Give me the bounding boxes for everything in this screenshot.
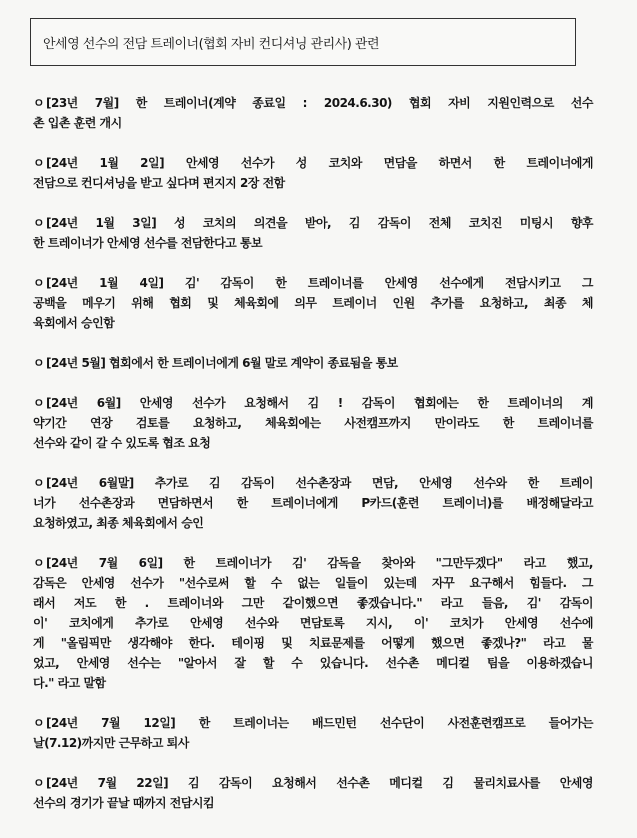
bullet-marker: ㅇ [33, 356, 45, 370]
entry-text: [23년 7월] 한 트레이너(계약 종료일 : 2024.6.30) 협회 자비 지원인력으로 선수 [46, 96, 593, 110]
bullet-marker: ㅇ [33, 96, 45, 110]
document-title-box [30, 18, 576, 66]
entry-text: 감독은 안세영 선수가 "선수로써 할 수 없는 일들이 있는데 자꾸 요구해서 힘들다. 그 [33, 576, 593, 590]
entry-line [33, 353, 593, 373]
bullet-marker: ㅇ [33, 476, 45, 490]
entry-line [33, 573, 593, 593]
entry-text: [24년 7월 12일] 한 트레이너는 배드민턴 선수단이 사전훈련캠프로 들어가는 [46, 716, 593, 730]
entry-line [33, 433, 593, 453]
timeline-entry [33, 773, 593, 813]
entry-line [33, 93, 593, 113]
bullet-marker: ㅇ [33, 216, 45, 230]
entry-list [33, 93, 593, 833]
entry-text: 게 "올림픽만 생각해야 한다. 테이핑 및 치료문제를 어떻게 했으면 좋겠나?" 라고 물 [33, 636, 593, 650]
timeline-entry [33, 713, 593, 753]
entry-text: 육회에서 승인함 [33, 316, 115, 330]
entry-line [33, 313, 593, 333]
entry-line [33, 613, 593, 633]
timeline-entry [33, 393, 593, 453]
entry-text: 촌 입촌 훈련 개시 [33, 116, 122, 130]
entry-line [33, 413, 593, 433]
entry-text: [24년 6월] 안세영 선수가 요청해서 김 ! 감독이 협회에는 한 트레이너의 계 [46, 396, 593, 410]
entry-line [33, 733, 593, 753]
entry-text: [24년 1월 4일] 김' 감독이 한 트레이너를 안세영 선수에게 전담시키고 그 [46, 276, 593, 290]
entry-line [33, 713, 593, 733]
entry-line [33, 273, 593, 293]
entry-text: [24년 6월말] 추가로 김 감독이 선수촌장과 면담, 안세영 선수와 한 트레이 [46, 476, 593, 490]
entry-line [33, 793, 593, 813]
entry-line [33, 293, 593, 313]
entry-text: [24년 1월 3일] 성 코치의 의견을 받아, 김 감독이 전체 코치진 미팅시 향후 [46, 216, 593, 230]
timeline-entry [33, 353, 593, 373]
entry-text: 요청하였고, 최종 체육회에서 승인 [33, 516, 204, 530]
entry-line [33, 773, 593, 793]
entry-text: 다." 라고 말함 [33, 676, 106, 690]
entry-line [33, 473, 593, 493]
timeline-entry [33, 473, 593, 533]
bullet-marker: ㅇ [33, 156, 45, 170]
entry-text: 선수의 경기가 끝날 때까지 전담시킴 [33, 796, 215, 810]
entry-text: [24년 1월 2일] 안세영 선수가 성 코치와 면담을 하면서 한 트레이너에게 [46, 156, 593, 170]
entry-text: 공백을 메우기 위해 협회 및 체육회에 의무 트레이너 인원 추가를 요청하고, 최종 체 [33, 296, 593, 310]
timeline-entry [33, 273, 593, 333]
entry-line [33, 633, 593, 653]
bullet-marker: ㅇ [33, 556, 45, 570]
entry-text: 날(7.12)까지만 근무하고 퇴사 [33, 736, 189, 750]
timeline-entry [33, 553, 593, 693]
entry-line [33, 213, 593, 233]
entry-text: 너가 선수촌장과 면담하면서 한 트레이너에게 P카드(훈련 트레이너)를 배정해달라고 [33, 496, 593, 510]
entry-text: 전담으로 컨디셔닝을 받고 싶다며 편지지 2장 전함 [33, 176, 285, 190]
timeline-entry [33, 93, 593, 133]
entry-text: 선수와 같이 갈 수 있도록 협조 요청 [33, 436, 211, 450]
entry-line [33, 673, 593, 693]
entry-line [33, 593, 593, 613]
timeline-entry [33, 153, 593, 193]
entry-text: 이' 코치에게 추가로 안세영 선수와 면담토록 지시, 이' 코치가 안세영 선수에 [33, 616, 593, 630]
entry-text: [24년 5월] 협회에서 한 트레이너에게 6월 말로 계약이 종료됨을 통보 [46, 356, 398, 370]
entry-line [33, 153, 593, 173]
entry-line [33, 393, 593, 413]
bullet-marker: ㅇ [33, 776, 45, 790]
entry-text: 한 트레이너가 안세영 선수를 전담한다고 통보 [33, 236, 263, 250]
entry-text: [24년 7월 22일] 김 감독이 요청해서 선수촌 메디컬 김 물리치료사를 안세영 [46, 776, 593, 790]
entry-text: 래서 저도 한 . 트레이너와 그만 같이했으면 좋겠습니다." 라고 들음, 김' 감독이 [33, 596, 593, 610]
entry-line [33, 173, 593, 193]
timeline-entry [33, 213, 593, 253]
entry-text: 약기간 연장 검토를 요청하고, 체육회에는 사전캠프까지 만이라도 한 트레이너를 [33, 416, 593, 430]
entry-line [33, 653, 593, 673]
bullet-marker: ㅇ [33, 716, 45, 730]
entry-line [33, 113, 593, 133]
entry-text: 었고, 안세영 선수는 "알아서 잘 할 수 있습니다. 선수촌 메디컬 팀을 이용하겠습니 [33, 656, 593, 670]
entry-line [33, 493, 593, 513]
entry-line [33, 513, 593, 533]
document-title: 안세영 선수의 전담 트레이너(협회 자비 컨디셔닝 관리사) 관련 [43, 36, 380, 52]
entry-line [33, 553, 593, 573]
entry-line [33, 233, 593, 253]
entry-text: [24년 7월 6일] 한 트레이너가 김' 감독을 찾아와 "그만두겠다" 라고 했고, [46, 556, 593, 570]
bullet-marker: ㅇ [33, 276, 45, 290]
bullet-marker: ㅇ [33, 396, 45, 410]
